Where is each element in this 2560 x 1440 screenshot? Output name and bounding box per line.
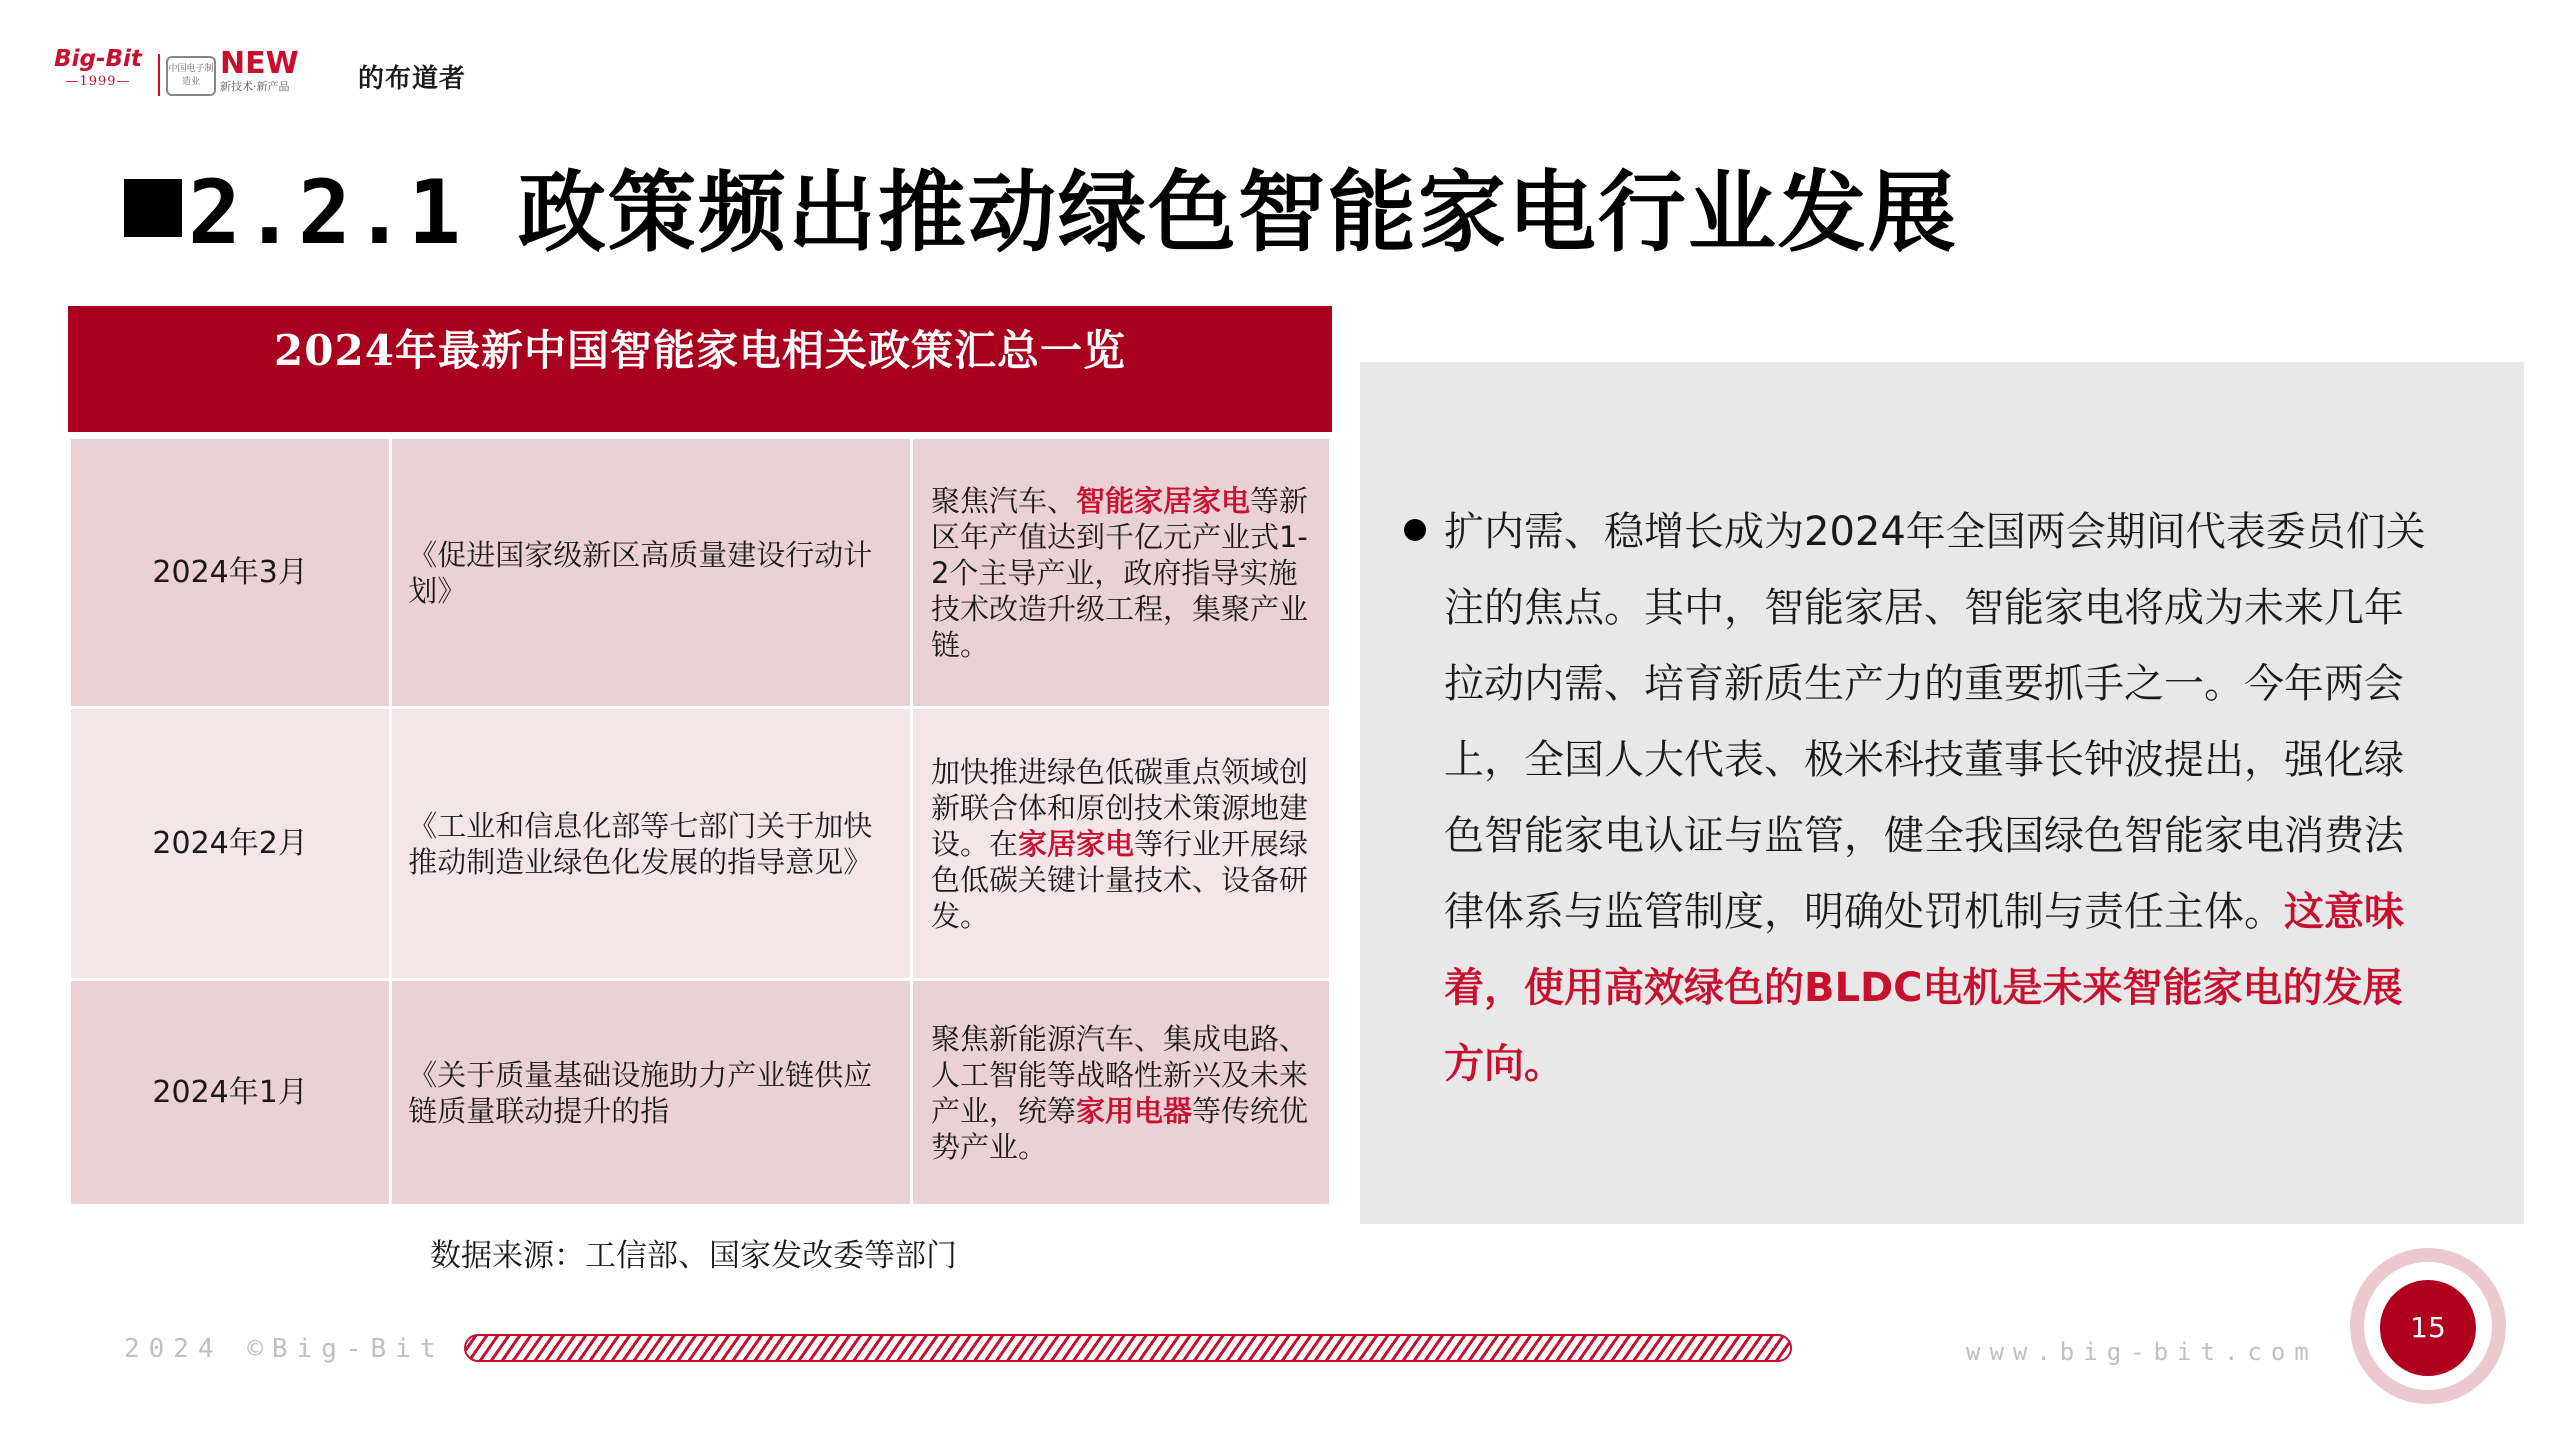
policy-name: 《促进国家级新区高质量建设行动计划》: [391, 438, 912, 708]
summary-line: [1404, 874, 2494, 950]
table-row: [70, 438, 1331, 708]
title-square-icon: [124, 179, 182, 237]
logo-name: 的布道者: [358, 64, 467, 94]
bullet-icon: [1404, 519, 1426, 541]
desc-text: 加快推进绿色低碳重点领域创新联合体和原创技术策源地建设。在: [930, 754, 1308, 861]
logo-badge-text: 中国电子制造业: [166, 56, 216, 96]
summary-line: 上，全国人大代表、极米科技董事长钟波提出，强化绿: [1444, 737, 2404, 783]
logo-new-label: NEW: [220, 46, 299, 81]
desc-text: 等行业开展绿色低碳关键计量技术、设备研发。: [930, 826, 1309, 933]
policy-description: [911, 438, 1330, 708]
summary-highlight: 这意味: [2284, 889, 2404, 935]
footer-website: www.big-bit.com: [1966, 1338, 2318, 1366]
summary-highlight-line: 方向。: [1444, 1041, 1564, 1087]
page-title: [124, 158, 1958, 268]
policy-date: 2024年1月: [70, 980, 391, 1206]
footer-copyright: 2024 ©Big-Bit: [124, 1334, 445, 1364]
logo-divider: [158, 54, 160, 96]
summary-line: 色智能家电认证与监管，健全我国绿色智能家电消费法: [1444, 813, 2404, 859]
policy-name: 《关于质量基础设施助力产业链供应链质量联动提升的指: [391, 980, 912, 1206]
policy-table: [68, 436, 1332, 1207]
summary-line: 注的焦点。其中，智能家居、智能家电将成为未来几年: [1444, 585, 2404, 631]
data-source-note: 数据来源：工信部、国家发改委等部门: [430, 1238, 957, 1274]
logo-year: —1999—: [65, 74, 131, 89]
page-number: 15: [2380, 1280, 2476, 1376]
page-title-text: 2.2.1 政策频出推动绿色智能家电行业发展: [188, 161, 1958, 264]
big-bit-logo: [46, 46, 150, 89]
table-row: [70, 708, 1331, 980]
policy-description: [911, 980, 1330, 1206]
desc-highlight: 家居家电: [1018, 826, 1135, 861]
logo-new-sub: 新技术·新产品: [220, 80, 290, 93]
table-heading: 2024年最新中国智能家电相关政策汇总一览: [68, 306, 1332, 432]
policy-description: [911, 708, 1330, 980]
summary-highlight-line: 着，使用高效绿色的BLDC电机是未来智能家电的发展: [1444, 965, 2403, 1011]
footer-stripe-bar: [464, 1334, 1792, 1362]
policy-name: 《工业和信息化部等七部门关于加快推动制造业绿色化发展的指导意见》: [391, 708, 912, 980]
summary-line: 拉动内需、培育新质生产力的重要抓手之一。今年两会: [1444, 661, 2404, 707]
summary-line: [1404, 494, 2494, 570]
desc-highlight: 智能家居家电: [1076, 483, 1251, 518]
brand-logo: [46, 40, 466, 116]
desc-text: 聚焦汽车、: [930, 483, 1076, 518]
policy-date: 2024年3月: [70, 438, 391, 708]
summary-text: [1404, 494, 2494, 1102]
policy-date: 2024年2月: [70, 708, 391, 980]
desc-highlight: 家用电器: [1076, 1093, 1193, 1128]
logo-brand-text: Big-Bit: [54, 46, 142, 72]
desc-text: 等传统优势产业。: [930, 1093, 1309, 1164]
summary-line-text: 扩内需、稳增长成为2024年全国两会期间代表委员们关: [1444, 509, 2426, 555]
summary-line-text: 律体系与监管制度，明确处罚机制与责任主体。: [1444, 889, 2284, 935]
logo-badge: [166, 46, 299, 96]
desc-text: 聚焦新能源汽车、集成电路、人工智能等战略性新兴及未来产业，统筹: [930, 1021, 1308, 1128]
table-row: [70, 980, 1331, 1206]
desc-text: 等新区年产值达到千亿元产业式1-2个主导产业，政府指导实施技术改造升级工程，集聚产业链。: [930, 483, 1309, 662]
